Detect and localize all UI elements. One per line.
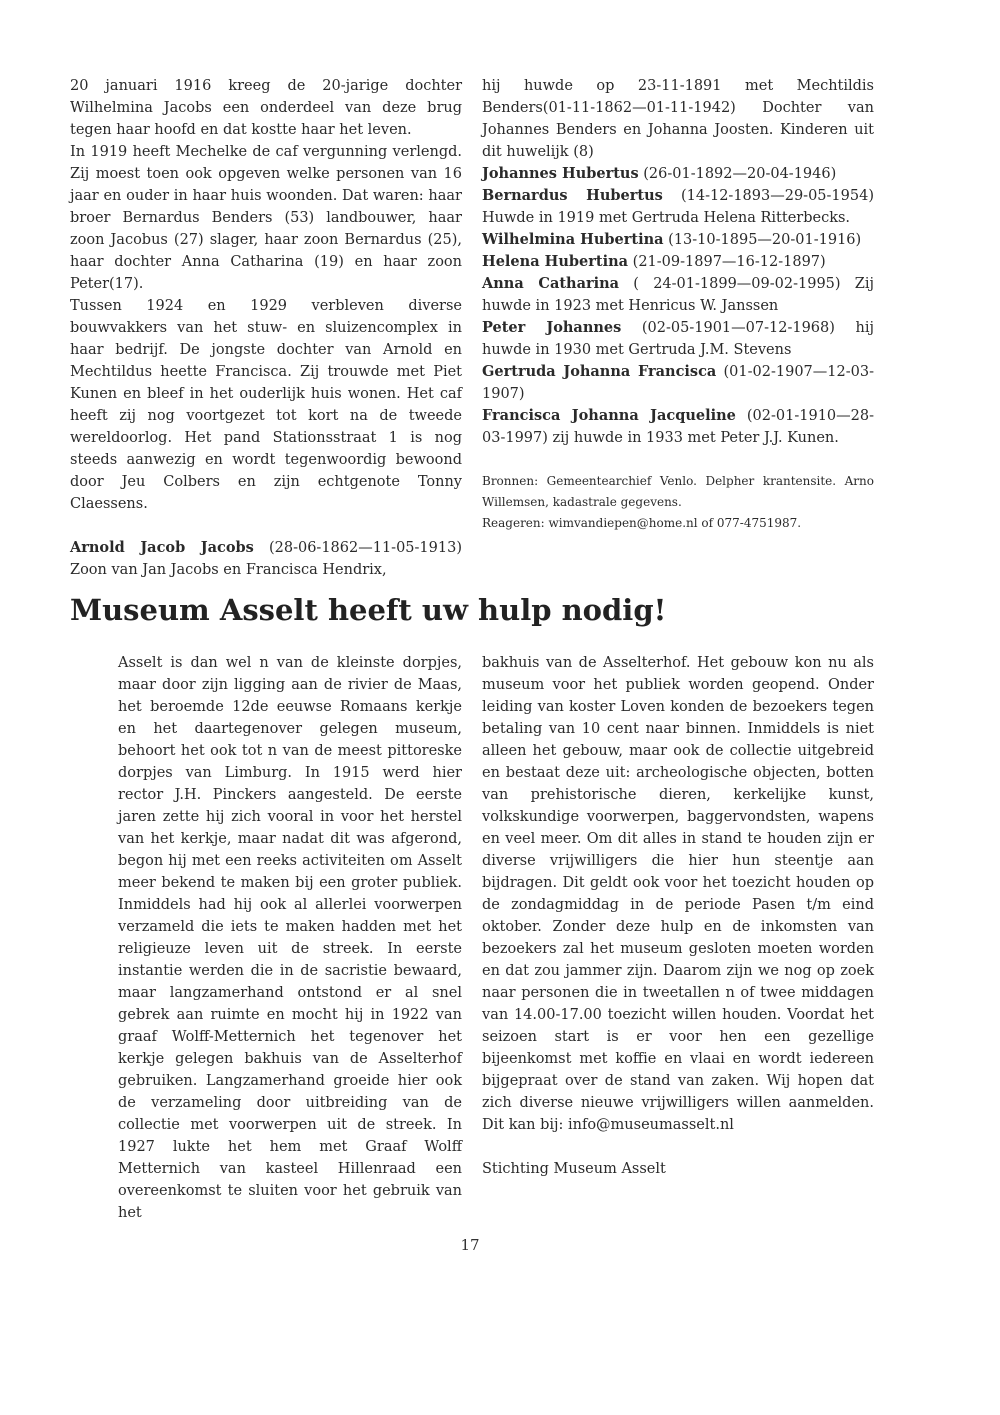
child-details: (02-05-1901—07-12-1968) hij huwde in 1930 met Gertruda J.M. Stevens <box>482 320 874 358</box>
paragraph-wilhelmina-accident: 20 januari 1916 kreeg de 20-jarige dochter Wilhelmina Jacobs een onderdeel van deze brug tegen haar hoofd en dat kostte haar het leven. <box>70 78 462 138</box>
page-number: 17 <box>460 1236 480 1254</box>
article-text-right: bakhuis van de Asselterhof. Het gebouw kon nu als museum voor het publiek worden geopend. Onder leiding van koster Loven konden de bezoekers tegen betaling van 10 cent naar binnen. Inmiddels is niet alleen het gebouw, maar ook de collectie uitgebreid en bestaat deze uit: archeologische objecten, botten van prehistorische dieren, kerkelijke kunst, volkskundige voorwerpen, baggervondsten, wapens en veel meer. Om dit alles in stand te houden zijn er diverse vrijwilligers die hier hun steentje aan bijdragen. Dit geldt ook voor het toezicht houden op de zondagmiddag in de periode Pasen t/m eind oktober. Zonder deze hulp en de inkomsten van bezoekers zal het museum gesloten moeten worden en dat zou jammer zijn. Daarom zijn we nog op zoek naar personen die in tweetallen n of twee middagen van 14.00-17.00 toezicht willen houden. Voordat het seizoen start is er voor hen een gezellige bijeenkomst met koffie en vlaai en wordt iedereen bijgepraat over de stand van zaken. Wij hopen dat zich diverse nieuwe vrijwilligers willen aanmelden. Dit kan bij: info@museumasselt.nl <box>482 655 874 1133</box>
child-name: Gertruda Johanna Francisca <box>482 363 717 380</box>
child-name: Helena Hubertina <box>482 253 629 270</box>
child-entry <box>482 229 874 251</box>
child-name: Bernardus Hubertus <box>482 187 663 204</box>
child-entry <box>482 273 874 317</box>
sources-block <box>482 471 874 534</box>
child-name: Johannes Hubertus <box>482 165 639 182</box>
sources-text: Bronnen: Gemeentearchief Venlo. Delpher krantensite. Arno Willemsen, kadastrale gegevens. <box>482 474 874 509</box>
child-details: (26-01-1892—20-04-1946) <box>638 166 837 182</box>
child-details: ( 24-01-1899—09-02-1995) Zij huwde in 1923 met Henricus W. Janssen <box>482 276 874 314</box>
child-details: (21-09-1897—16-12-1897) <box>628 254 826 270</box>
child-entry <box>482 185 874 229</box>
child-name: Francisca Johanna Jacqueline <box>482 407 736 424</box>
child-name: Peter Johannes <box>482 319 622 336</box>
paragraph-construction-workers: Tussen 1924 en 1929 verbleven diverse bouwvakkers van het stuw- en sluizencomplex in haar bedrijf. De jongste dochter van Arnold en Mechtildus heette Francisca. Zij trouwde met Piet Kunen en bleef in het ouderlijk huis wonen. Het caf heeft zij nog voortgezet tot kort na de tweede wereldoorlog. Het pand Stationsstraat 1 is nog steeds aanwezig en wordt tegenwoordig bewoond door Jeu Colbers en zijn echtgenote Tonny Claessens. <box>70 298 462 512</box>
child-entry <box>482 251 874 273</box>
child-details: (02-01-1910—28-03-1997) zij huwde in 1933 met Peter J.J. Kunen. <box>482 408 874 446</box>
column-top-left <box>70 75 462 581</box>
arnold-name: Arnold Jacob Jacobs <box>70 539 254 556</box>
child-details: (01-02-1907—12-03-1907) <box>482 364 874 402</box>
article-text-left: Asselt is dan wel n van de kleinste dorpjes, maar door zijn ligging aan de rivier de Maas, het beroemde 12de eeuwse Romaans kerkje en het daartegenover gelegen museum, behoort het ook tot n van de meest pittoreske dorpjes van Limburg. In 1915 werd hier rector J.H. Pinckers aangesteld. De eerste jaren zette hij zich vooral in voor het herstel van het kerkje, maar nadat dit was afgerond, begon hij met een reeks activiteiten om Asselt meer bekend te maken bij een groter publiek. Inmiddels had hij ook al allerlei voorwerpen verzameld die iets te maken hadden met het religieuze leven uit de streek. In eerste instantie werden die in de sacristie bewaard, maar langzamerhand ontstond er al snel gebrek aan ruimte en mocht hij in 1922 van graaf Wolff-Metternich het tegenover het kerkje gelegen bakhuis van de Asselterhof gebruiken. Langzamerhand groeide hier ook de verzameling door uitbreiding van de collectie met voorwerpen uit de streek. In 1927 lukte het hem met Graaf Wolff Metternich van kasteel Hillenraad een overeenkomst te sluiten voor het gebruik van het <box>118 655 462 1221</box>
article-title: Museum Asselt heeft uw hulp nodig! <box>70 593 667 627</box>
arnold-details: (28-06-1862—11-05-1913) Zoon van Jan Jacobs en Francisca Hendrix, <box>70 540 462 578</box>
child-entry <box>482 163 874 185</box>
column-article-left <box>118 652 462 1224</box>
child-details: (14-12-1893—29-05-1954) Huwde in 1919 met Gertruda Helena Ritterbecks. <box>482 188 874 226</box>
paragraph-cafe-license: In 1919 heeft Mechelke de caf vergunning verlengd. Zij moest toen ook opgeven welke personen van 16 jaar en ouder in haar huis woonden. Dat waren: haar broer Bernardus Benders (53) landbouwer, haar zoon Jacobus (27) slager, haar zoon Bernardus (25), haar dochter Anna Catharina (19) en haar zoon Peter(17). <box>70 144 462 292</box>
child-name: Anna Catharina <box>482 275 620 292</box>
child-entry <box>482 405 874 449</box>
child-entry <box>482 317 874 361</box>
article-signature: Stichting Museum Asselt <box>482 1161 666 1177</box>
child-details: (13-10-1895—20-01-1916) <box>663 232 862 248</box>
paragraph-arnold-jacobs <box>70 537 462 581</box>
column-top-right <box>482 75 874 534</box>
child-entry <box>482 361 874 405</box>
paragraph-marriage: hij huwde op 23-11-1891 met Mechtildis Benders(01-11-1862—01-11-1942) Dochter van Johannes Benders en Johanna Joosten. Kinderen uit dit huwelijk (8) <box>482 78 874 160</box>
child-name: Wilhelmina Hubertina <box>482 231 664 248</box>
column-article-right <box>482 652 874 1180</box>
contact-text: Reageren: wimvandiepen@home.nl of 077-4751987. <box>482 516 802 530</box>
